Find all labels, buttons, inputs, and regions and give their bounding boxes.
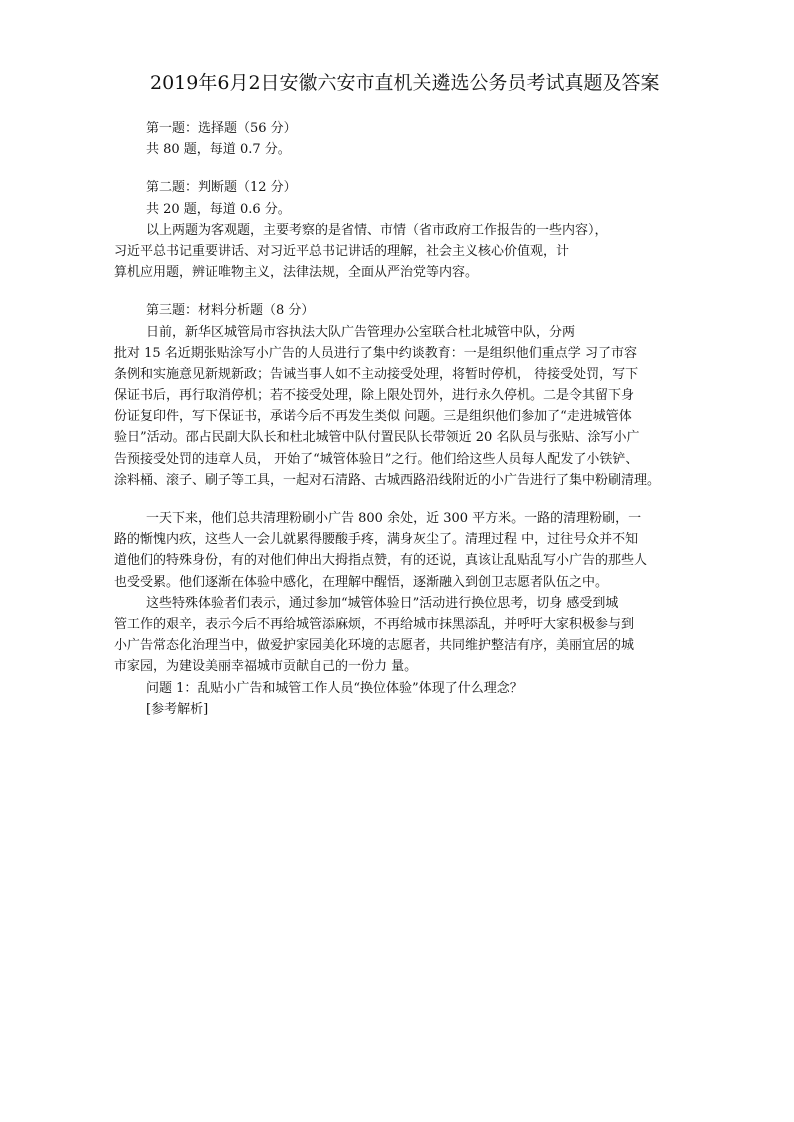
para1-line: 验日”活动。邵占民副大队长和杜北城管中队付置民队长带领近 20 名队员与张贴、涂写小广 bbox=[114, 430, 640, 446]
para1-line: 条例和实施意见新规新政；告诫当事人如不主动接受处理，将暂时停机， 待接受处罚，写下 bbox=[114, 366, 639, 382]
para2-line: 一天下来，他们总共清理粉刷小广告 800 余处，近 300 平方米。一路的清理粉刷，一 bbox=[146, 511, 642, 526]
para3-line: 市家园，为建设美丽幸福城市贡献自己的一份力 量。 bbox=[114, 659, 418, 675]
section1-detail: 共 80 题，每道 0.7 分。 bbox=[146, 142, 291, 158]
section2-note-line: 习近平总书记重要讲话、对习近平总书记讲话的理解，社会主义核心价值观，计 bbox=[114, 243, 570, 259]
section2-detail: 共 20 题，每道 0.6 分。 bbox=[146, 201, 291, 217]
para1-line: 涂料桶、滚子、刷子等工具，一起对石清路、古城西路沿线附近的小广告进行了集中粉刷清理。 bbox=[114, 472, 661, 488]
section2-note-line: 算机应用题，辨证唯物主义，法律法规，全面从严治党等内容。 bbox=[114, 265, 479, 281]
section3-heading: 第三题：材料分析题（8 分） bbox=[146, 303, 315, 319]
question-1: 问题 1：乱贴小广告和城管工作人员“换位体验”体现了什么理念？ bbox=[146, 680, 523, 696]
para2-line: 路的惭愧内疚，这些人一会儿就累得腰酸手疼，满身灰尘了。清理过程 中，过往号众并不知 bbox=[114, 532, 639, 548]
document-body bbox=[114, 118, 704, 720]
section1-heading: 第一题：选择题（56 分） bbox=[146, 121, 297, 136]
para1-line: 日前，新华区城管局市容执法大队广告管理办公室联合杜北城管中队，分两 bbox=[146, 324, 576, 340]
para1-line: 告预接受处罚的违章人员， 开始了“城管体验日”之行。他们给这些人员每人配发了小铁铲、 bbox=[114, 451, 639, 467]
para2-line: 道他们的特殊身份，有的对他们伸出大拇指点赞，有的还说，真该让乱贴乱写小广告的那些人 bbox=[114, 553, 648, 569]
para2-line: 也受受累。他们逐渐在体验中感化，在理解中醒悟，逐渐融入到创卫志愿者队伍之中。 bbox=[114, 574, 609, 590]
document-title: 2019年6月2日安徽六安市直机关遴选公务员考试真题及答案 bbox=[150, 72, 660, 94]
section2-note-line: 以上两题为客观题，主要考察的是省情、市情（省市政府工作报告的一些内容）， bbox=[146, 222, 608, 238]
para1-line: 批对 15 名近期张贴涂写小广告的人员进行了集中约谈教育：一是组织他们重点学 习了市容 bbox=[114, 345, 637, 361]
section2-heading: 第二题：判断题（12 分） bbox=[146, 180, 297, 196]
para3-line: 这些特殊体验者们表示，通过参加“城管体验日”活动进行换位思考，切身 感受到城 bbox=[146, 595, 619, 611]
para3-line: 小广告常态化治理当中，做爱护家园美化环境的志愿者，共同维护整洁有序，美丽宜居的城 bbox=[114, 638, 635, 654]
para3-line: 管工作的艰辛，表示今后不再给城管添麻烦，不再给城市抹黑添乱，并呼吁大家积极参与到 bbox=[114, 616, 635, 632]
para1-line: 份证复印件，写下保证书，承诺今后不再发生类似 问题。三是组织他们参加了“走进城管体 bbox=[114, 409, 632, 425]
para1-line: 保证书后，再行取消停机；若不接受处理，除上限处罚外，进行永久停机。二是令其留下身 bbox=[114, 388, 635, 404]
reference-label: [参考解析] bbox=[146, 701, 209, 717]
